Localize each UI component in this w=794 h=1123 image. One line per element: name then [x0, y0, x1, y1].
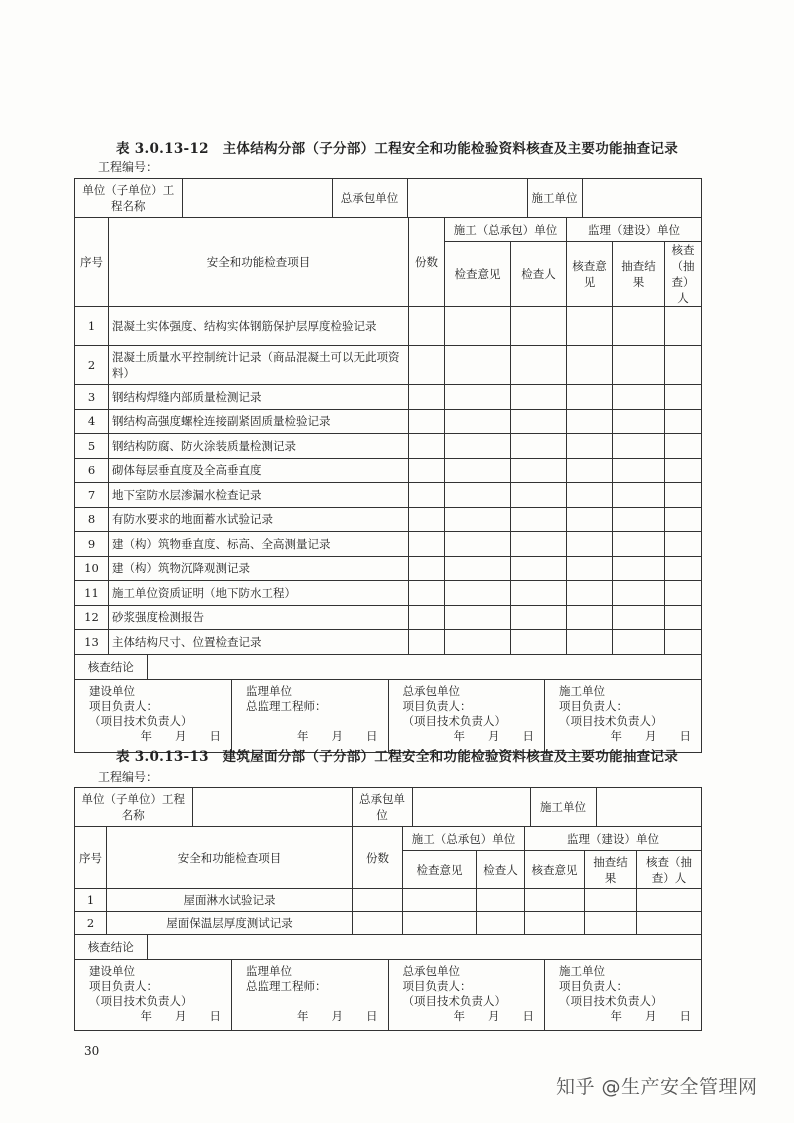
form1-project-no-label: 工程编号：	[98, 160, 159, 174]
row-sample-result[interactable]	[613, 581, 665, 606]
row-count[interactable]	[409, 532, 445, 557]
row-sample-result[interactable]	[613, 346, 665, 385]
row-reviewer[interactable]	[665, 581, 702, 606]
form2-unit-value[interactable]	[192, 788, 352, 826]
row-check-opinion[interactable]	[567, 458, 613, 483]
form2-col-count: 份数	[353, 827, 403, 889]
row-item: 建（构）筑物沉降观测记录	[109, 556, 409, 581]
row-reviewer[interactable]	[665, 434, 702, 459]
row-sample-result[interactable]	[613, 434, 665, 459]
form2-construction-unit-value[interactable]	[596, 788, 701, 826]
table-row	[75, 630, 702, 655]
table-row	[75, 434, 702, 459]
row-count[interactable]	[409, 385, 445, 410]
form2-header-row	[75, 788, 702, 827]
row-checker[interactable]	[511, 532, 567, 557]
form2-table	[74, 787, 702, 1031]
signature-sub: （项目技术负责人）	[402, 713, 506, 728]
row-sample-result[interactable]	[613, 532, 665, 557]
signature-date: 年 月 日	[140, 1009, 221, 1023]
table-row	[75, 507, 702, 532]
signature-date: 年 月 日	[610, 1009, 691, 1023]
row-opinion[interactable]	[445, 507, 511, 532]
table-row	[75, 307, 702, 346]
form2-unit-label: 单位（子单位）工程名称	[75, 788, 192, 826]
form1-construction-unit-label: 施工单位	[527, 179, 582, 217]
row-opinion[interactable]	[445, 307, 511, 346]
row-check-opinion[interactable]	[567, 434, 613, 459]
table-row	[75, 889, 702, 912]
table-row	[75, 556, 702, 581]
row-check-opinion[interactable]	[567, 483, 613, 508]
row-checker[interactable]	[511, 630, 567, 655]
row-check-opinion[interactable]	[567, 581, 613, 606]
row-check-opinion[interactable]	[567, 556, 613, 581]
row-reviewer[interactable]	[665, 385, 702, 410]
row-reviewer[interactable]	[665, 483, 702, 508]
row-count[interactable]	[409, 458, 445, 483]
form2-conclusion-value[interactable]	[147, 935, 701, 959]
row-sample-result[interactable]	[613, 307, 665, 346]
form2-col-sample-result: 抽查结果	[585, 851, 637, 889]
row-count[interactable]	[409, 605, 445, 630]
form1-contractor-label: 总承包单位	[332, 179, 407, 217]
form1-col-no: 序号	[75, 218, 109, 307]
signature-unit: 建设单位	[89, 683, 135, 698]
form2-conclusion-row	[75, 935, 702, 960]
row-item: 建（构）筑物垂直度、标高、全高测量记录	[109, 532, 409, 557]
row-reviewer[interactable]	[637, 912, 702, 935]
table-row	[75, 458, 702, 483]
row-reviewer[interactable]	[665, 532, 702, 557]
row-opinion[interactable]	[445, 483, 511, 508]
row-count[interactable]	[409, 409, 445, 434]
row-opinion[interactable]	[445, 434, 511, 459]
form1-signature-row	[75, 679, 702, 752]
form1-group-supervision: 监理（建设）单位	[567, 218, 702, 242]
form2-group-supervision: 监理（建设）单位	[525, 827, 702, 851]
row-no: 7	[75, 483, 109, 508]
signature-unit: 建设单位	[89, 964, 135, 978]
row-item: 钢结构高强度螺栓连接副紧固质量检验记录	[109, 409, 409, 434]
signature-unit: 总承包单位	[402, 683, 460, 698]
signature-person: 项目负责人：	[402, 698, 472, 713]
row-check-opinion[interactable]	[567, 307, 613, 346]
row-opinion[interactable]	[445, 556, 511, 581]
row-checker[interactable]	[511, 581, 567, 606]
signature-unit: 监理单位	[246, 683, 292, 698]
signature-sub: （项目技术负责人）	[559, 994, 663, 1008]
form2-col-check-opinion: 核查意见	[525, 851, 585, 889]
row-opinion[interactable]	[445, 409, 511, 434]
signature-date: 年 月 日	[453, 1009, 534, 1023]
row-check-opinion[interactable]	[525, 912, 585, 935]
form1-col-sample-result: 抽查结果	[613, 242, 665, 307]
signature-block-construction	[545, 960, 702, 1030]
row-opinion[interactable]	[403, 889, 477, 912]
row-check-opinion[interactable]	[567, 605, 613, 630]
row-checker[interactable]	[511, 556, 567, 581]
row-opinion[interactable]	[403, 912, 477, 935]
form2-group-construction: 施工（总承包）单位	[403, 827, 525, 851]
row-opinion[interactable]	[445, 605, 511, 630]
form2-col-opinion: 检查意见	[403, 851, 477, 889]
row-item: 混凝土质量水平控制统计记录（商品混凝土可以无此项资料）	[109, 346, 409, 385]
row-reviewer[interactable]	[665, 630, 702, 655]
row-no: 9	[75, 532, 109, 557]
row-item: 施工单位资质证明（地下防水工程）	[109, 581, 409, 606]
form1-title: 表 3.0.13-12 主体结构分部（子分部）工程安全和功能检验资料核查及主要功能抽查记录	[115, 141, 679, 157]
row-no: 13	[75, 630, 109, 655]
form1-col-check-opinion: 核查意见	[567, 242, 613, 307]
signature-date: 年 月 日	[140, 728, 221, 743]
row-check-opinion[interactable]	[567, 630, 613, 655]
form2-contractor-value[interactable]	[412, 788, 530, 826]
row-sample-result[interactable]	[613, 556, 665, 581]
signature-person: 总监理工程师：	[246, 979, 327, 993]
form2-col-no: 序号	[75, 827, 107, 889]
row-sample-result[interactable]	[613, 605, 665, 630]
form1-conclusion-row	[75, 654, 702, 679]
table-row	[75, 581, 702, 606]
row-count[interactable]	[409, 483, 445, 508]
row-sample-result[interactable]	[613, 507, 665, 532]
row-sample-result[interactable]	[613, 409, 665, 434]
row-opinion[interactable]	[445, 532, 511, 557]
row-reviewer[interactable]	[665, 605, 702, 630]
row-item: 屋面淋水试验记录	[107, 889, 353, 912]
row-checker[interactable]	[511, 458, 567, 483]
row-reviewer[interactable]	[665, 507, 702, 532]
row-count[interactable]	[409, 307, 445, 346]
row-count[interactable]	[409, 346, 445, 385]
row-no: 8	[75, 507, 109, 532]
form1-col-checker: 检查人	[511, 242, 567, 307]
form1-table	[74, 178, 702, 753]
row-check-opinion[interactable]	[567, 346, 613, 385]
signature-date: 年 月 日	[297, 728, 378, 743]
signature-sub: （项目技术负责人）	[559, 713, 663, 728]
row-opinion[interactable]	[445, 581, 511, 606]
form2-construction-unit-label: 施工单位	[530, 788, 596, 826]
form2-signature-row	[75, 960, 702, 1031]
table-row	[75, 483, 702, 508]
signature-block-contractor	[388, 680, 545, 752]
form2-col-reviewer: 核查（抽查）人	[637, 851, 702, 889]
signature-unit: 施工单位	[559, 683, 605, 698]
form1-header-row	[75, 179, 702, 218]
row-sample-result[interactable]	[613, 630, 665, 655]
row-count[interactable]	[409, 434, 445, 459]
row-check-opinion[interactable]	[567, 385, 613, 410]
row-check-opinion[interactable]	[567, 507, 613, 532]
signature-sub: （项目技术负责人）	[89, 994, 193, 1008]
row-no: 2	[75, 346, 109, 385]
row-no: 3	[75, 385, 109, 410]
signature-sub	[246, 714, 382, 729]
row-no: 10	[75, 556, 109, 581]
table-row	[75, 605, 702, 630]
row-checker[interactable]	[511, 434, 567, 459]
signature-block-supervisor	[232, 960, 389, 1030]
row-item: 有防水要求的地面蓄水试验记录	[109, 507, 409, 532]
signature-date: 年 月 日	[610, 728, 691, 743]
form1-construction-unit-value[interactable]	[582, 179, 701, 217]
form2-col-item: 安全和功能检查项目	[107, 827, 353, 889]
row-sample-result[interactable]	[585, 912, 637, 935]
table-row	[75, 409, 702, 434]
row-item: 砂浆强度检测报告	[109, 605, 409, 630]
row-opinion[interactable]	[445, 385, 511, 410]
row-reviewer[interactable]	[637, 889, 702, 912]
signature-block-contractor	[388, 960, 545, 1030]
row-no: 11	[75, 581, 109, 606]
row-checker[interactable]	[511, 507, 567, 532]
signature-block-construction	[545, 680, 702, 752]
form1-col-count: 份数	[409, 218, 445, 307]
form1-unit-label: 单位（子单位）工程名称	[75, 179, 182, 217]
row-item: 主体结构尺寸、位置检查记录	[109, 630, 409, 655]
row-item: 钢结构焊缝内部质量检测记录	[109, 385, 409, 410]
row-no: 2	[75, 912, 107, 935]
page-number: 30	[84, 1044, 100, 1058]
row-checker[interactable]	[477, 912, 525, 935]
row-count[interactable]	[353, 912, 403, 935]
row-no: 6	[75, 458, 109, 483]
row-checker[interactable]	[511, 483, 567, 508]
row-sample-result[interactable]	[613, 483, 665, 508]
form1-conclusion-label: 核查结论	[75, 655, 147, 679]
row-check-opinion[interactable]	[567, 532, 613, 557]
form1-group-construction: 施工（总承包）单位	[445, 218, 567, 242]
form1-conclusion-value[interactable]	[147, 655, 701, 679]
signature-sub: （项目技术负责人）	[402, 994, 506, 1008]
row-check-opinion[interactable]	[567, 409, 613, 434]
row-opinion[interactable]	[445, 458, 511, 483]
form2-col-checker: 检查人	[477, 851, 525, 889]
row-count[interactable]	[409, 556, 445, 581]
signature-block-owner	[75, 680, 232, 752]
table-row	[75, 385, 702, 410]
row-checker[interactable]	[511, 346, 567, 385]
form1-col-reviewer: 核查（抽查）人	[665, 242, 702, 307]
signature-person: 项目负责人：	[89, 979, 158, 993]
row-checker[interactable]	[477, 889, 525, 912]
signature-date: 年 月 日	[453, 728, 534, 743]
row-reviewer[interactable]	[665, 458, 702, 483]
form1-col-opinion: 检查意见	[445, 242, 511, 307]
form2-title: 表 3.0.13-13 建筑屋面分部（子分部）工程安全和功能检验资料核查及主要功能抽查记录	[115, 749, 679, 765]
signature-person: 项目负责人：	[89, 698, 158, 713]
row-reviewer[interactable]	[665, 307, 702, 346]
signature-sub	[246, 994, 382, 1009]
signature-date: 年 月 日	[297, 1009, 378, 1023]
table-row	[75, 346, 702, 385]
table-row	[75, 532, 702, 557]
row-item: 地下室防水层渗漏水检查记录	[109, 483, 409, 508]
row-reviewer[interactable]	[665, 346, 702, 385]
signature-block-supervisor	[232, 680, 389, 752]
row-count[interactable]	[409, 630, 445, 655]
form2-project-no-label: 工程编号：	[98, 770, 159, 784]
row-no: 12	[75, 605, 109, 630]
row-count[interactable]	[409, 581, 445, 606]
row-no: 1	[75, 307, 109, 346]
row-count[interactable]	[353, 889, 403, 912]
row-item: 钢结构防腐、防火涂装质量检测记录	[109, 434, 409, 459]
row-item: 混凝土实体强度、结构实体钢筋保护层厚度检验记录	[109, 307, 409, 346]
row-checker[interactable]	[511, 605, 567, 630]
signature-unit: 施工单位	[559, 964, 605, 978]
row-count[interactable]	[409, 507, 445, 532]
row-no: 1	[75, 889, 107, 912]
signature-unit: 监理单位	[246, 964, 292, 978]
row-reviewer[interactable]	[665, 556, 702, 581]
signature-person: 项目负责人：	[402, 979, 472, 993]
form1-unit-value[interactable]	[182, 179, 332, 217]
row-no: 5	[75, 434, 109, 459]
form1-contractor-value[interactable]	[407, 179, 527, 217]
form2-contractor-label: 总承包单位	[352, 788, 412, 826]
row-sample-result[interactable]	[585, 889, 637, 912]
row-sample-result[interactable]	[613, 385, 665, 410]
watermark: 知乎 @生产安全管理网	[556, 1076, 758, 1098]
row-checker[interactable]	[511, 409, 567, 434]
form2-conclusion-label: 核查结论	[75, 935, 147, 959]
row-item: 砌体每层垂直度及全高垂直度	[109, 458, 409, 483]
signature-block-owner	[75, 960, 232, 1030]
table-row	[75, 912, 702, 935]
row-checker[interactable]	[511, 307, 567, 346]
signature-person: 总监理工程师：	[246, 698, 327, 713]
row-sample-result[interactable]	[613, 458, 665, 483]
signature-sub: （项目技术负责人）	[89, 713, 193, 728]
row-item: 屋面保温层厚度测试记录	[107, 912, 353, 935]
row-no: 4	[75, 409, 109, 434]
row-checker[interactable]	[511, 385, 567, 410]
signature-unit: 总承包单位	[402, 964, 460, 978]
row-opinion[interactable]	[445, 346, 511, 385]
row-reviewer[interactable]	[665, 409, 702, 434]
signature-person: 项目负责人：	[559, 979, 628, 993]
row-opinion[interactable]	[445, 630, 511, 655]
signature-person: 项目负责人：	[559, 698, 628, 713]
row-check-opinion[interactable]	[525, 889, 585, 912]
form1-col-item: 安全和功能检查项目	[109, 218, 409, 307]
